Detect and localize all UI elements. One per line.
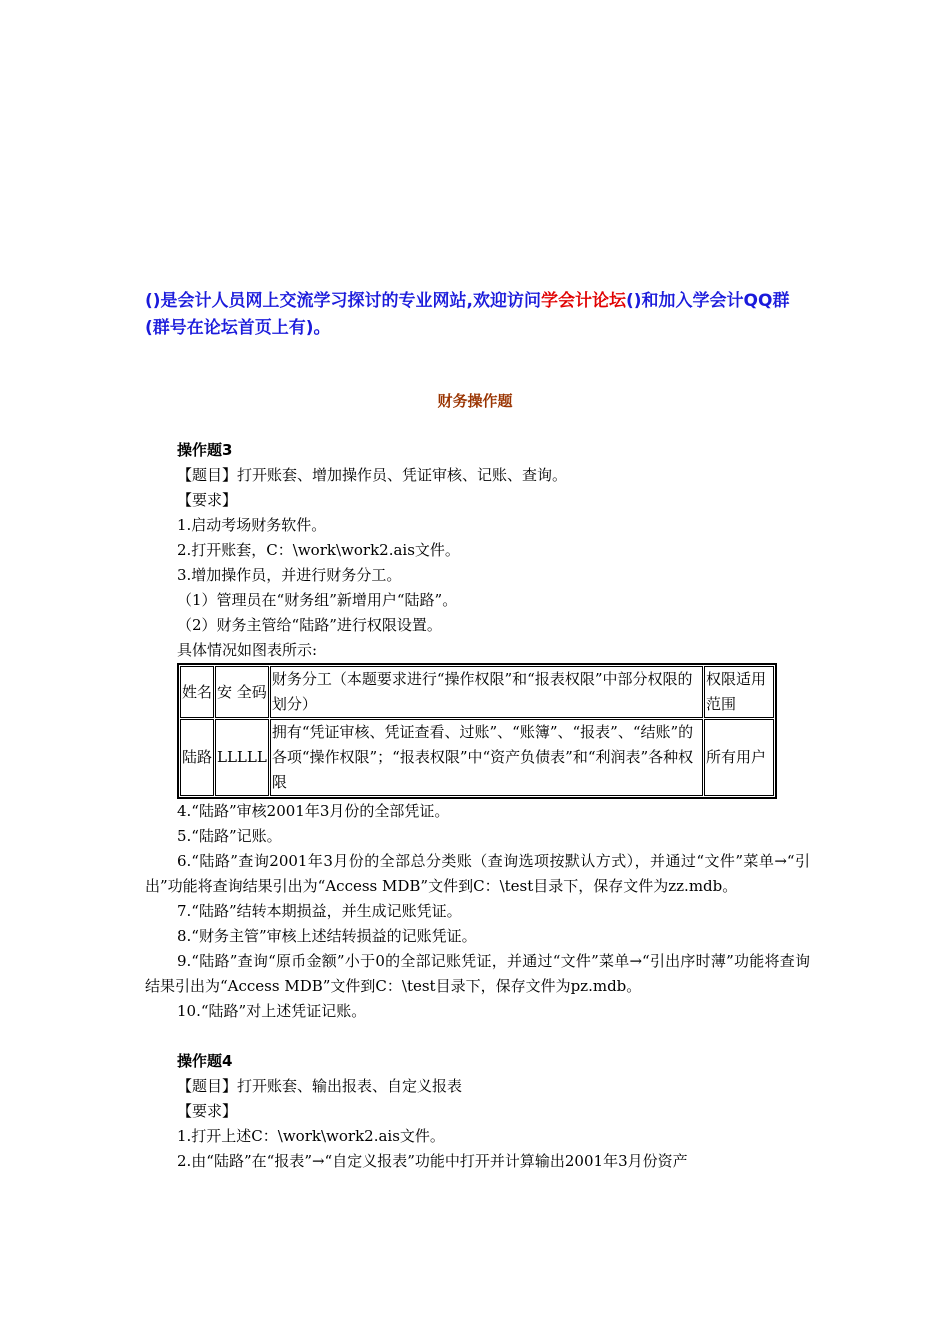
document-body [145, 438, 810, 1174]
table-row [180, 719, 774, 796]
q3-heading: 操作题3 [177, 441, 233, 459]
permission-table [177, 663, 777, 799]
q3-topic: 【题目】打开账套、增加操作员、凭证审核、记账、查询。 [177, 466, 568, 484]
q3-item: 9.“陆路”查询“原币金额”小于0的全部记账凭证，并通过“文件”菜单→“引出序时薄”功能将查询结果引出为“Access MDB”文件到C：\test目录下，保存文件为pz.mdb。 [145, 952, 810, 995]
q4-item: 1.打开上述C：\work\work2.ais文件。 [177, 1127, 445, 1145]
q3-item: 10.“陆路”对上述凭证记账。 [177, 1002, 367, 1020]
q3-item: 8.“财务主管”审核上述结转损益的记账凭证。 [177, 927, 477, 945]
q3-item: 7.“陆路”结转本期损益，并生成记账凭证。 [177, 902, 462, 920]
q4-requirements-label: 【要求】 [177, 1102, 238, 1120]
q4-topic: 【题目】打开账套、输出报表、自定义报表 [177, 1077, 463, 1095]
table-header-row [180, 666, 774, 718]
q3-item: （1）管理员在“财务组”新增用户“陆路”。 [177, 591, 458, 609]
banner-text: ()是会计人员网上交流学习探讨的专业网站,欢迎访问 [145, 291, 541, 311]
q3-item: 3.增加操作员，并进行财务分工。 [177, 566, 402, 584]
q4-item: 2.由“陆路”在“报表”→“自定义报表”功能中打开并计算输出2001年3月份资产 [177, 1152, 688, 1170]
q3-requirements-label: 【要求】 [177, 491, 238, 509]
q3-item: （2）财务主管给“陆路”进行权限设置。 [177, 616, 442, 634]
site-banner [145, 288, 810, 342]
header-password: 安 全码 [215, 666, 269, 718]
q3-item: 4.“陆路”审核2001年3月份的全部凭证。 [177, 802, 450, 820]
document-title: 财务操作题 [437, 392, 513, 410]
cell-password: LLLLL [215, 719, 269, 796]
cell-scope: 所有用户 [704, 719, 774, 796]
q3-item: 6.“陆路”查询2001年3月份的全部总分类账（查询选项按默认方式），并通过“文件”菜单→“引出”功能将查询结果引出为“Access MDB”文件到C：\test目录下，保存文件为zz.mdb。 [145, 852, 810, 895]
q3-item: 5.“陆路”记账。 [177, 827, 282, 845]
cell-name: 陆路 [180, 719, 214, 796]
q3-item: 2.打开账套，C：\work\work2.ais文件。 [177, 541, 460, 559]
spacer [145, 1024, 810, 1049]
q4-heading: 操作题4 [177, 1052, 233, 1070]
header-scope: 权限适用范围 [704, 666, 774, 718]
cell-division: 拥有“凭证审核、凭证查看、过账”、“账簿”、“报表”、“结账”的各项“操作权限”；“报表权限”中“资产负债表”和“利润表”各种权限 [270, 719, 703, 796]
header-name: 姓名 [180, 666, 214, 718]
forum-link[interactable]: 学会计论坛 [541, 291, 626, 311]
banner-text-end: ()和加入学会计QQ群(群号在论坛首页上有)。 [145, 291, 790, 338]
q3-item: 1.启动考场财务软件。 [177, 516, 327, 534]
table-intro: 具体情况如图表所示: [177, 641, 318, 659]
header-division: 财务分工（本题要求进行“操作权限”和“报表权限”中部分权限的划分） [270, 666, 703, 718]
